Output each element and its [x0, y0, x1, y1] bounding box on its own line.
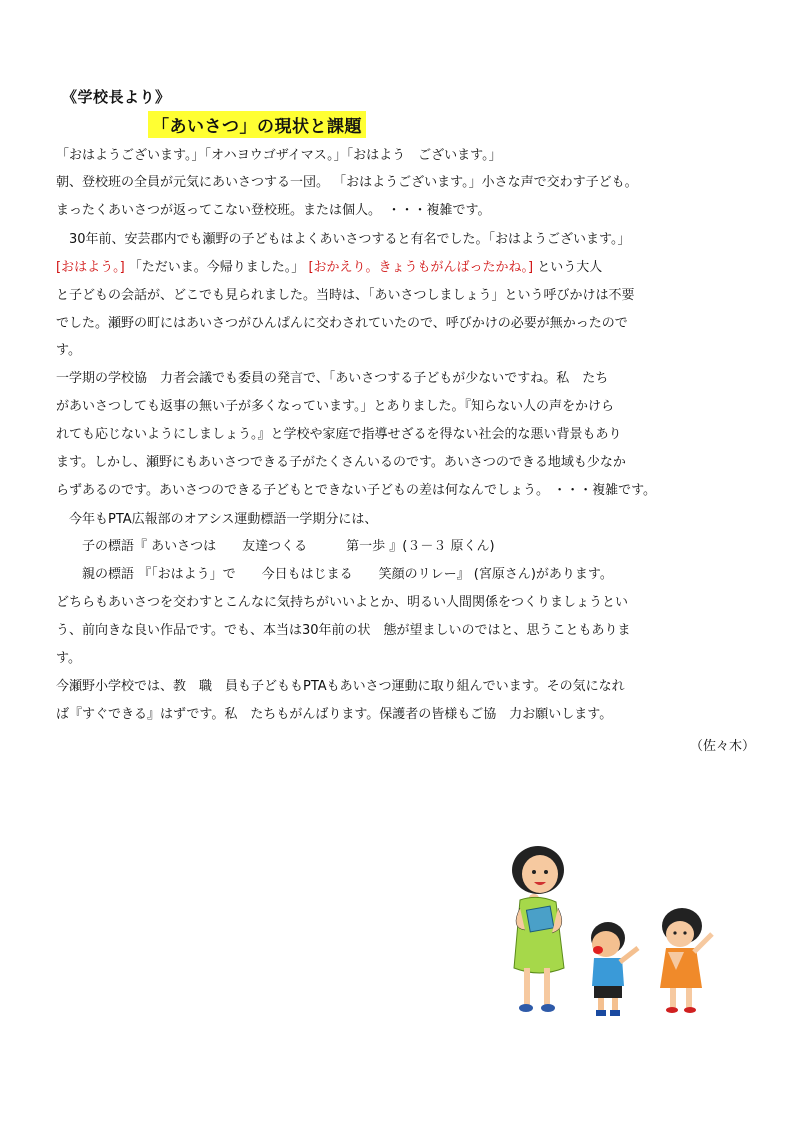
teacher-children-illustration — [490, 838, 730, 1023]
body-line: れても応じないようにしましょう。』と学校や家庭で指導せざるを得ない社会的な悪い背景もあり — [56, 427, 622, 442]
body-line: 30年前、安芸郡内でも瀬野の子どもはよくあいさつすると有名でした。「おはようございます。」 — [56, 232, 631, 247]
body-line: 一学期の学校協 力者会議でも委員の発言で、「あいさつする子どもが少ないですね。私 たち — [56, 371, 609, 386]
body-line: でした。瀬野の町にはあいさつがひんぱんに交わされていたので、呼びかけの必要が無かったので — [56, 316, 628, 331]
body-line: 今瀬野小学校では、教 職 員も子どももPTAもあいさつ運動に取り組んでいます。その気になれ — [56, 679, 625, 694]
author-signature: （佐々木） — [690, 739, 756, 754]
dialogue-black: 「ただいま。今帰りました。」 — [128, 260, 305, 275]
dialogue-red-1: [おはよう。] — [56, 260, 125, 275]
article-title: 「あいさつ」の現状と課題 — [148, 111, 366, 138]
teacher-figure — [512, 846, 564, 1012]
dialogue-tail: という大人 — [537, 260, 603, 275]
boy-figure — [591, 922, 638, 1016]
body-line-dialogue — [56, 260, 602, 276]
body-line: ば『すぐできる』はずです。私 たちもがんばります。保護者の皆様もご協 力お願いします。 — [56, 707, 613, 722]
body-line: どちらもあいさつを交わすとこんなに気持ちがいいよとか、明るい人間関係をつくりましょうとい — [56, 595, 629, 610]
body-line: があいさつしても返事の無い子が多くなっています。」とありました。『知らない人の声をかけら — [56, 399, 614, 414]
body-line: ます。しかし、瀬野にもあいさつできる子がたくさんいるのです。あいさつのできる地域も少なか — [56, 455, 626, 470]
body-line: う、前向きな良い作品です。でも、本当は30年前の状 態が望ましいのではと、思うこともありま — [56, 623, 631, 638]
body-line: まったくあいさつが返ってこない登校班。または個人。 ・・・複雑です。 — [56, 203, 491, 218]
body-line: 「おはようございます。」「オハヨウゴザイマス。」「おはよう ございます。」 — [56, 148, 502, 163]
body-line: らずあるのです。あいさつのできる子どもとできない子どもの差は何なんでしょう。 ・・・複雑です。 — [56, 483, 657, 498]
body-line: 今年もPTA広報部のオアシス運動標語一学期分には、 — [56, 512, 378, 527]
dialogue-red-2: [おかえり。きょうもがんばったかね。] — [308, 260, 534, 275]
slogan-parent: 親の標語 『「おはよう」で 今日もはじまる 笑顔のリレー』 (宮原さん)があります。 — [56, 567, 613, 582]
section-header: 《学校長より》 — [62, 88, 171, 106]
body-line: す。 — [56, 343, 81, 358]
body-line: 朝、登校班の全員が元気にあいさつする一団。 「おはようございます。」小さな声で交わす子ども。 — [56, 175, 638, 190]
body-line: す。 — [56, 651, 81, 666]
slogan-child: 子の標語『 あいさつは 友達つくる 第一歩 』(３－３ 原くん) — [56, 539, 495, 554]
girl-figure — [660, 908, 712, 1013]
body-line: と子どもの会話が、どこでも見られました。当時は、「あいさつしましょう」という呼びかけは不要 — [56, 288, 635, 303]
